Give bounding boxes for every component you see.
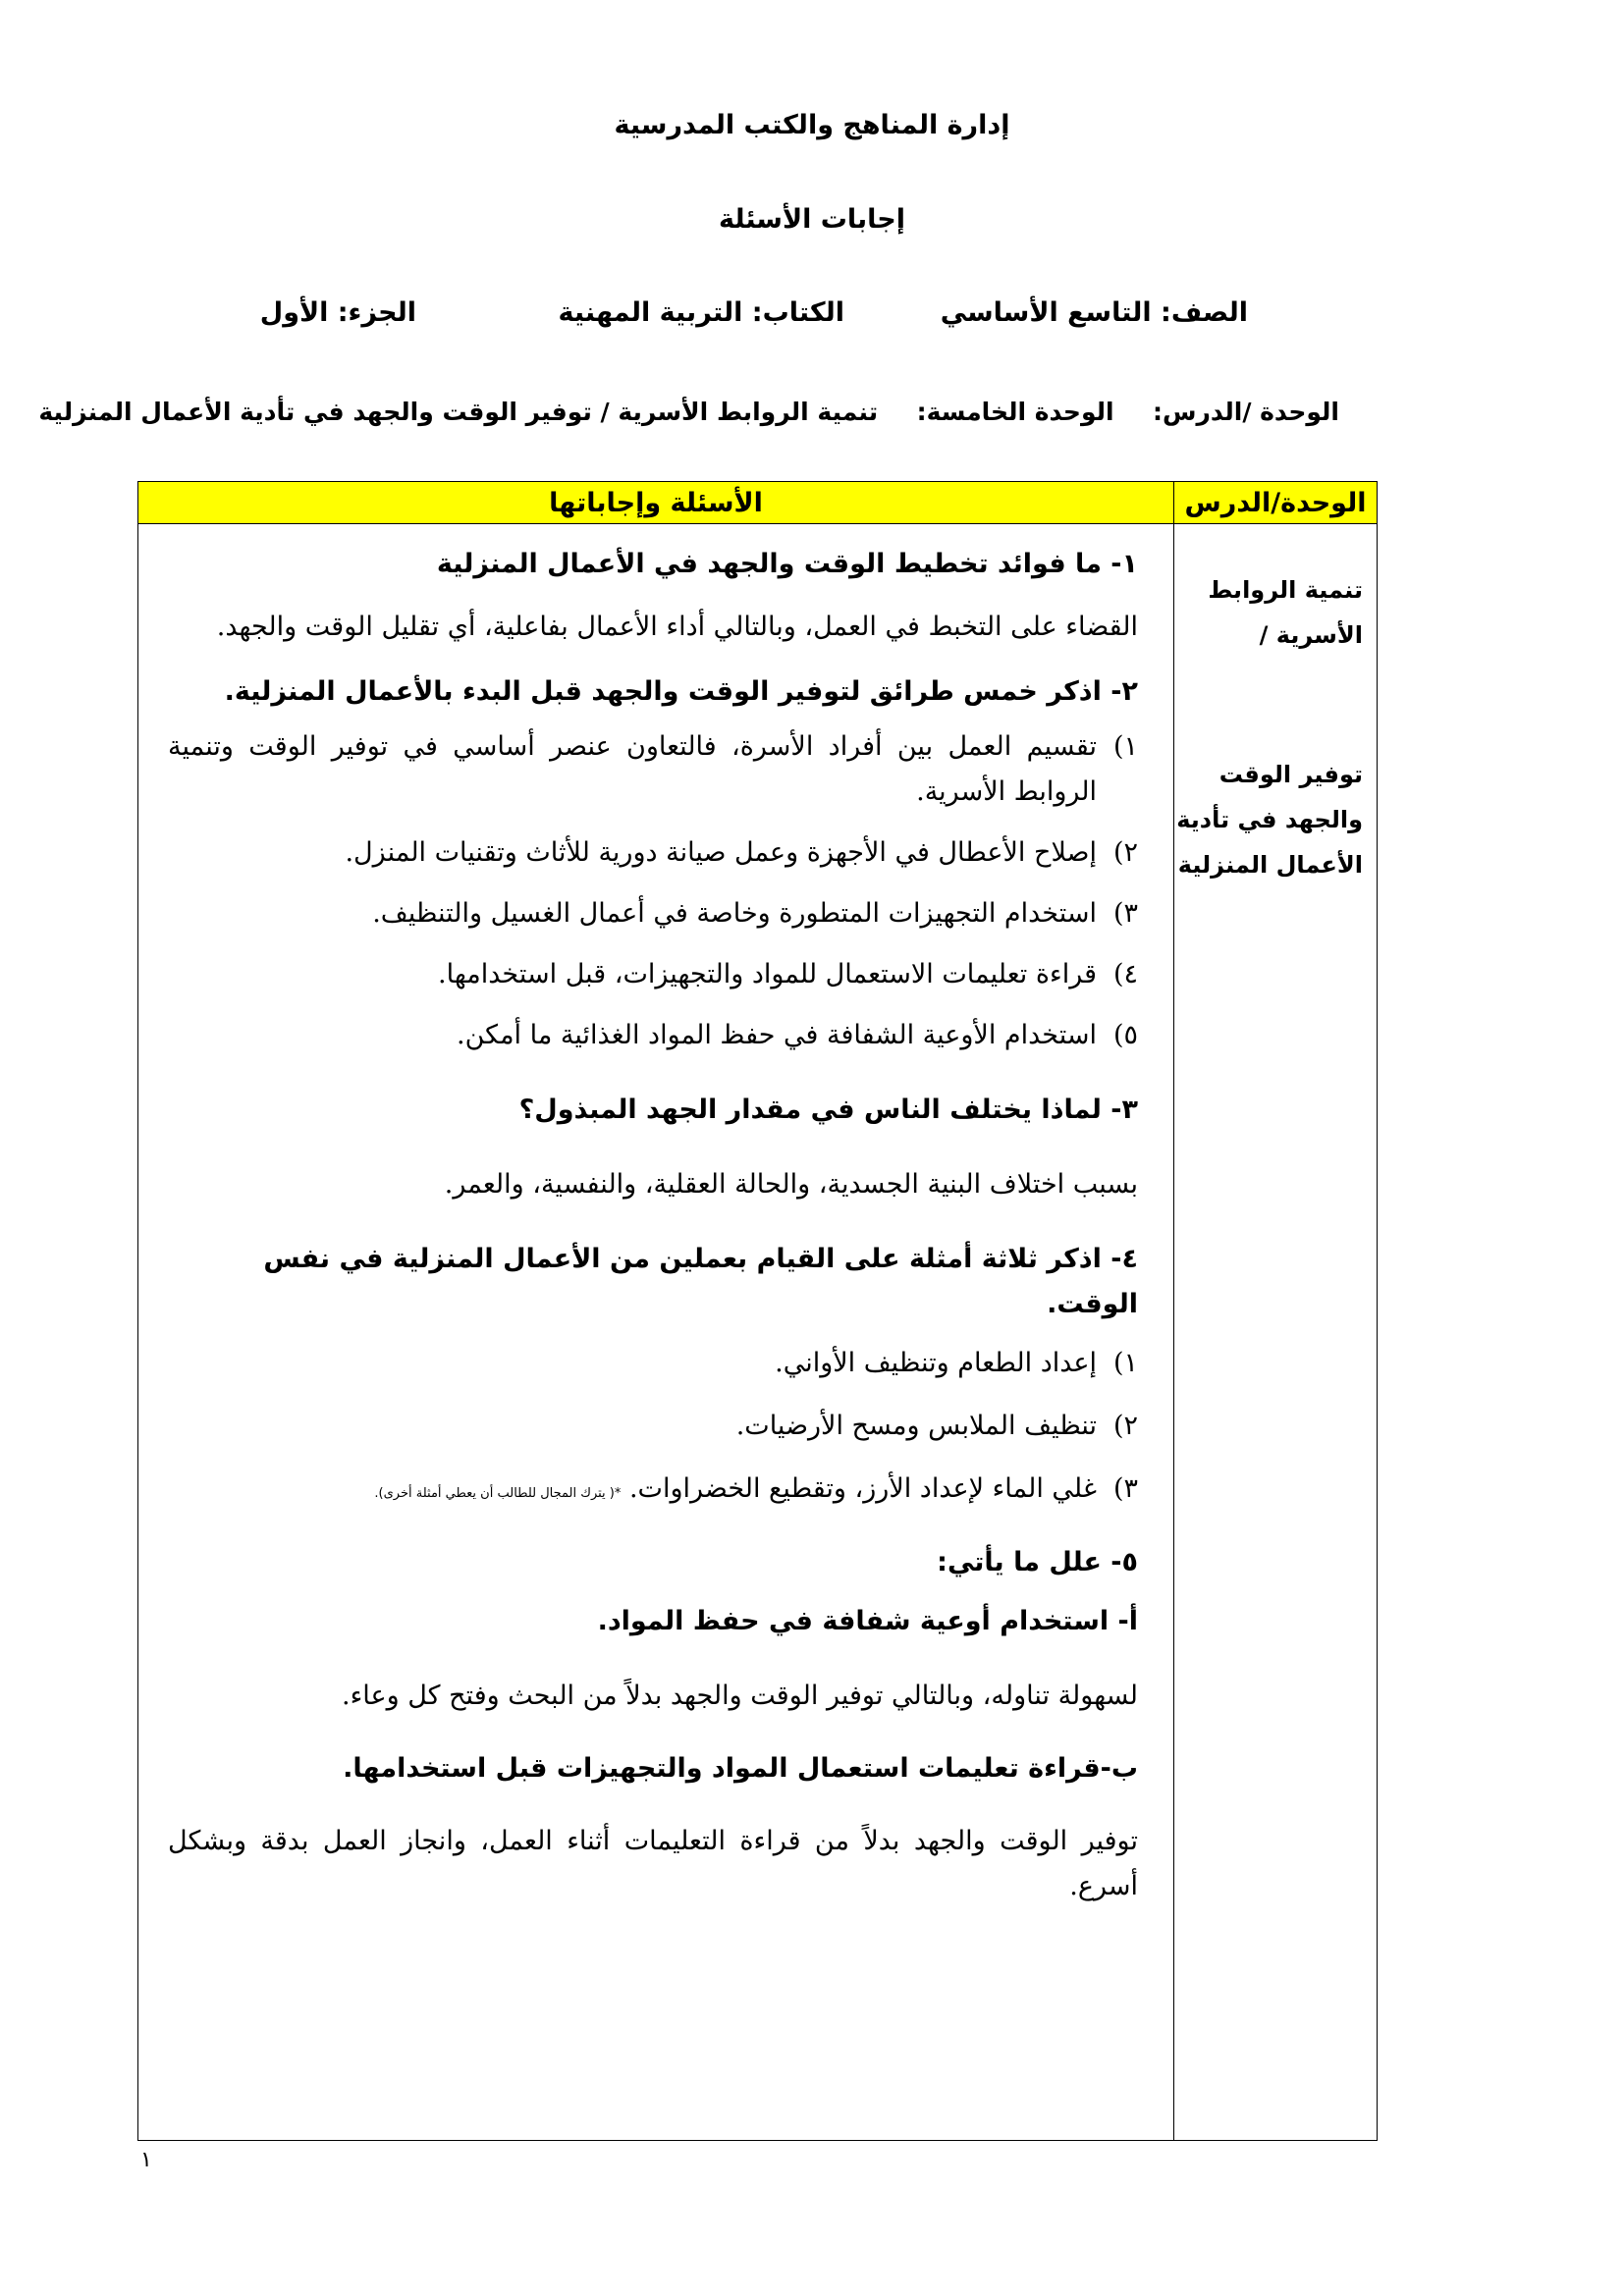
list-item-number: ٤): [1112, 959, 1138, 989]
answer-5a: لسهولة تناوله، وبالتالي توفير الوقت والجهد بدلاً من البحث وفتح كل وعاء.: [342, 1681, 1138, 1711]
answer-4-note: *( يترك المجال للطالب أن يعطي أمثلة أخرى).: [374, 1486, 622, 1501]
qa-cell: [138, 524, 1174, 2141]
list-item-text: غلي الماء لإعداد الأرز، وتقطيع الخضراوات.: [628, 1473, 1097, 1504]
list-item-text: إصلاح الأعطال في الأجهزة وعمل صيانة دورية للأثاث وتقنيات المنزل.: [345, 837, 1097, 868]
qa-column-header: الأسئلة وإجاباتها: [138, 482, 1174, 524]
page-number: ١: [140, 2148, 152, 2172]
unit-name-block: [1174, 524, 1363, 658]
department-title: إدارة المناهج والكتب المدرسية: [614, 110, 1010, 140]
part-label: الجزء: الأول: [259, 297, 416, 328]
question-5a: أ- استخدام أوعية شفافة في حفظ المواد.: [597, 1606, 1138, 1636]
question-3: ٣- لماذا يختلف الناس في مقدار الجهد المبذول؟: [518, 1095, 1138, 1125]
table-header-row: [138, 482, 1378, 524]
table-row: [138, 524, 1378, 2141]
unit-column-header: الوحدة/الدرس: [1174, 482, 1378, 524]
lesson-line: [38, 398, 1339, 426]
question-2: ٢- اذكر خمس طرائق لتوفير الوقت والجهد قبل البدء بالأعمال المنزلية.: [224, 676, 1138, 707]
list-item-number: ٢): [1112, 837, 1138, 868]
list-item: [168, 1341, 1138, 1386]
list-item-number: ١): [1112, 731, 1138, 762]
unit-line: تنمية الروابط: [1208, 576, 1363, 604]
question-5: ٥- علل ما يأتي:: [937, 1547, 1138, 1577]
answer-5b: توفير الوقت والجهد بدلاً من قراءة التعليمات أثناء العمل، وانجاز العمل بدقة وبشكل أسرع.: [168, 1826, 1138, 1901]
lesson-name-line: والجهد في تأدية: [1176, 806, 1363, 833]
answer-2-list: [168, 724, 1138, 1058]
answer-3: بسبب اختلاف البنية الجسدية، والحالة العقلية، والنفسية، والعمر.: [444, 1169, 1138, 1200]
list-item: [168, 1467, 1138, 1517]
list-item-number: ١): [1112, 1348, 1138, 1378]
page-title: إجابات الأسئلة: [719, 204, 905, 235]
lesson-name-line: توفير الوقت: [1218, 761, 1363, 788]
list-item-text: تنظيف الملابس ومسح الأرضيات.: [735, 1411, 1097, 1441]
list-item: [168, 830, 1138, 876]
grade-label: الصف: التاسع الأساسي: [940, 297, 1248, 328]
list-item-text: إعداد الطعام وتنظيف الأواني.: [775, 1348, 1097, 1378]
list-item-number: ٣): [1112, 1473, 1138, 1504]
list-item: [168, 1404, 1138, 1449]
qa-table: [137, 481, 1378, 2141]
question-1: ١- ما فوائد تخطيط الوقت والجهد في الأعمال المنزلية: [436, 549, 1138, 579]
list-item: [168, 952, 1138, 997]
lesson-name-line: الأعمال المنزلية: [1177, 851, 1363, 879]
question-4: ٤- اذكر ثلاثة أمثلة على القيام بعملين من الأعمال المنزلية في نفس الوقت.: [263, 1244, 1138, 1319]
lesson-line-unit: الوحدة الخامسة:: [916, 398, 1114, 426]
answer-4-list: [168, 1341, 1138, 1517]
list-item-text: استخدام التجهيزات المتطورة وخاصة في أعمال الغسيل والتنظيف.: [372, 898, 1097, 929]
list-item: [168, 724, 1138, 815]
list-item-number: ٥): [1112, 1020, 1138, 1050]
list-item-text: استخدام الأوعية الشفافة في حفظ المواد الغذائية ما أمكن.: [457, 1020, 1097, 1050]
unit-line: الأسرية /: [1259, 621, 1363, 649]
answer-1: القضاء على التخبط في العمل، وبالتالي أداء الأعمال بفاعلية، أي تقليل الوقت والجهد.: [216, 612, 1138, 642]
list-item-number: ٢): [1112, 1411, 1138, 1441]
book-label: الكتاب: التربية المهنية: [558, 297, 844, 328]
list-item: [168, 1013, 1138, 1058]
list-item-number: ٣): [1112, 898, 1138, 929]
list-item-text: تقسيم العمل بين أفراد الأسرة، فالتعاون عنصر أساسي في توفير الوقت وتنمية الروابط الأسرية.: [168, 731, 1097, 807]
lesson-line-label: الوحدة /الدرس:: [1153, 398, 1339, 426]
lesson-name-block: [1174, 658, 1363, 887]
lesson-line-lesson: تنمية الروابط الأسرية / توفير الوقت والجهد في تأدية الأعمال المنزلية: [38, 398, 879, 426]
list-item: [168, 891, 1138, 936]
question-5b: ب-قراءة تعليمات استعمال المواد والتجهيزات قبل استخدامها.: [343, 1753, 1138, 1784]
list-item-text: قراءة تعليمات الاستعمال للمواد والتجهيزات، قبل استخدامها.: [438, 959, 1097, 989]
unit-cell: [1174, 524, 1378, 2141]
